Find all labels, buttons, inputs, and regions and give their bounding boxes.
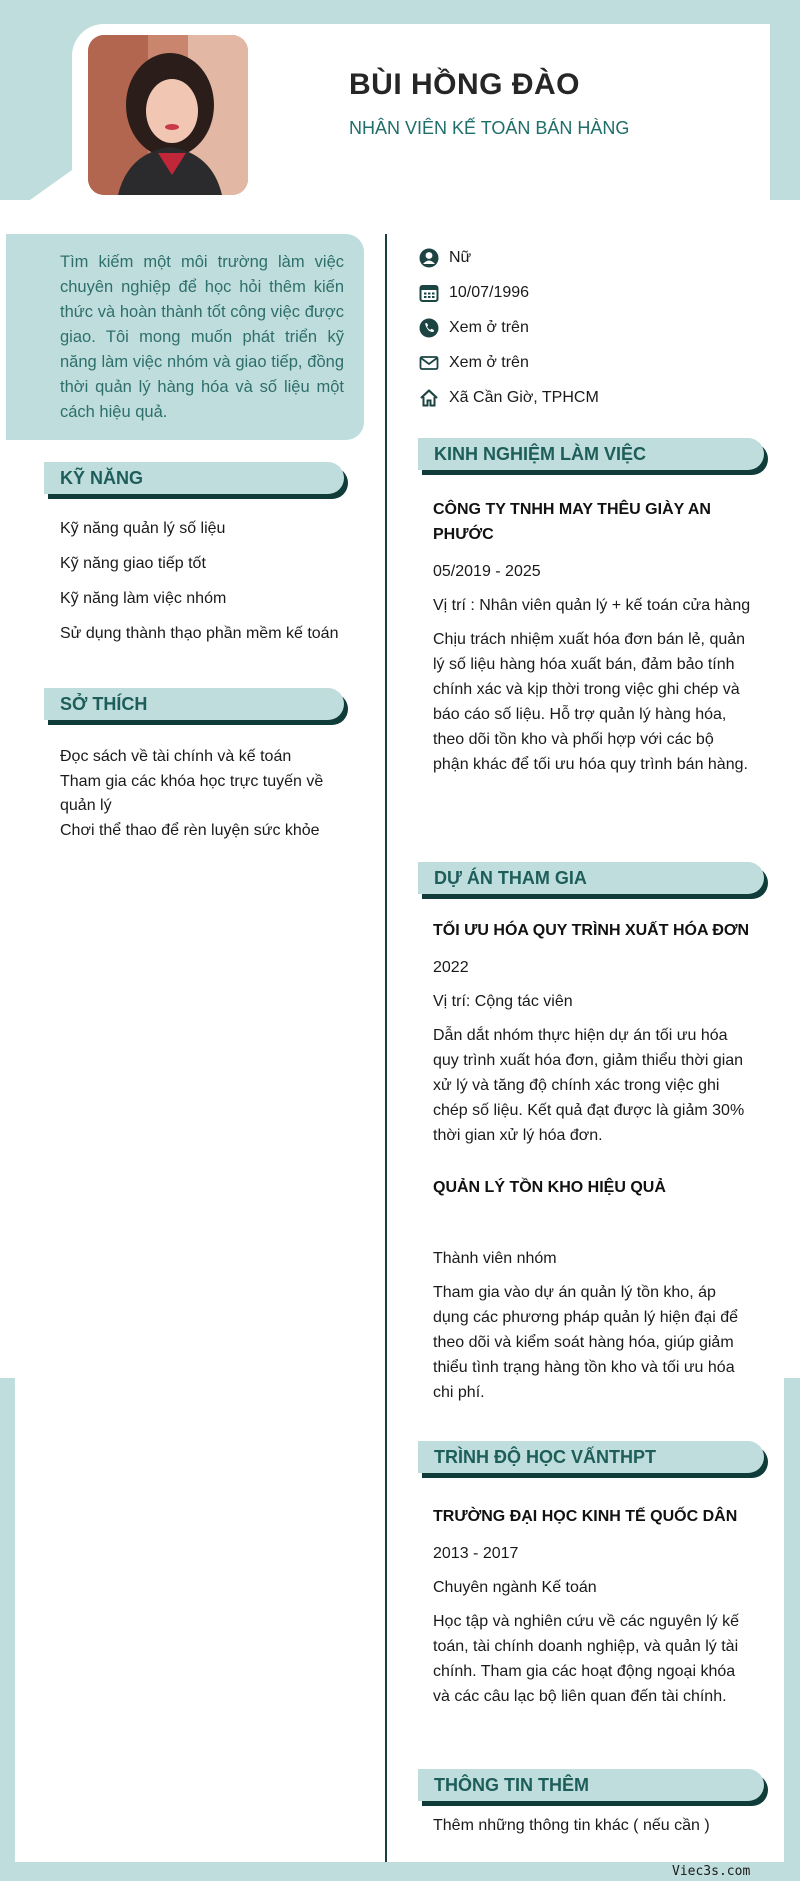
list-item: Kỹ năng làm việc nhóm: [60, 590, 227, 607]
school-name: TRƯỜNG ĐẠI HỌC KINH TẾ QUỐC DÂN: [433, 1508, 738, 1525]
gender-value: Nữ: [449, 248, 472, 266]
additional-info: [433, 1813, 753, 1838]
birthday-value: 10/07/1996: [449, 283, 530, 301]
additional-info-text: Thêm những thông tin khác ( nếu cần ): [433, 1817, 710, 1834]
phone-value: Xem ở trên: [449, 318, 529, 336]
project-name: TỐI ƯU HÓA QUY TRÌNH XUẤT HÓA ĐƠN: [433, 922, 750, 939]
list-item: Kỹ năng giao tiếp tốt: [60, 555, 206, 572]
contact-phone: [418, 310, 599, 345]
project-entry: [433, 1175, 753, 1405]
experience-heading: KINH NGHIỆM LÀM VIỆC: [418, 438, 764, 470]
contact-email: [418, 345, 599, 380]
project-description: Tham gia vào dự án quản lý tồn kho, áp dụng các phương pháp quản lý hiện đại để theo dõi và kiểm soát hàng hóa, giúp giảm thiểu tình trạng hàng tồn kho và tối ưu hóa chi phí.: [433, 1284, 738, 1401]
education-major: Chuyên ngành Kế toán: [433, 1579, 597, 1596]
list-item: Sử dụng thành thạo phần mềm kế toán: [60, 625, 339, 642]
experience-position: Vị trí : Nhân viên quản lý + kế toán cửa hàng: [433, 597, 751, 614]
candidate-job-title: NHÂN VIÊN KẾ TOÁN BÁN HÀNG: [349, 118, 630, 138]
contact-address: [418, 380, 599, 415]
projects-heading: DỰ ÁN THAM GIA: [418, 862, 764, 894]
address-value: Xã Cần Giờ, TPHCM: [449, 388, 599, 406]
email-value: Xem ở trên: [449, 353, 529, 371]
contact-info: [418, 240, 599, 415]
header-right-strip: [770, 0, 800, 200]
experience-description: Chịu trách nhiệm xuất hóa đơn bán lẻ, quản lý số liệu hàng hóa xuất bán, đảm bảo tính chính xác và kịp thời trong việc ghi chép và báo cáo số liệu. Hỗ trợ quản lý hàng hóa, theo dõi tồn kho và phối hợp với các bộ phận khác để tối ưu hóa quy trình bán hàng.: [433, 631, 748, 773]
list-item: Chơi thể thao để rèn luyện sức khỏe: [60, 822, 320, 839]
project-entry: [433, 918, 753, 1148]
company-name: CÔNG TY TNHH MAY THÊU GIÀY AN PHƯỚC: [433, 501, 711, 543]
hobbies-list: [60, 745, 346, 844]
left-bottom-strip: [0, 1378, 15, 1881]
list-item: Tham gia các khóa học trực tuyến về quản lý: [60, 773, 324, 814]
skills-list: [60, 517, 346, 657]
list-item: Kỹ năng quản lý số liệu: [60, 520, 226, 537]
education-period: 2013 - 2017: [433, 1545, 519, 1562]
list-item: Đọc sách về tài chính và kế toán: [60, 748, 292, 765]
skills-heading: KỸ NĂNG: [44, 462, 344, 494]
home-icon: [418, 387, 440, 409]
project-role: Vị trí: Cộng tác viên: [433, 993, 573, 1010]
column-divider: [385, 234, 387, 1862]
education-heading: TRÌNH ĐỘ HỌC VẤNTHPT: [418, 1441, 764, 1473]
experience-entry: [433, 497, 753, 777]
envelope-icon: [418, 352, 440, 374]
phone-icon: [418, 317, 440, 339]
calendar-icon: [418, 282, 440, 304]
experience-period: 05/2019 - 2025: [433, 563, 541, 580]
watermark: Viec3s.com: [672, 1864, 751, 1879]
hobbies-heading: SỞ THÍCH: [44, 688, 344, 720]
contact-gender: [418, 240, 599, 275]
additional-info-heading: THÔNG TIN THÊM: [418, 1769, 764, 1801]
project-name: QUẢN LÝ TỒN KHO HIỆU QUẢ: [433, 1179, 666, 1196]
user-icon: [418, 247, 440, 269]
contact-birthday: [418, 275, 599, 310]
profile-photo: [88, 35, 248, 195]
objective-text: Tìm kiếm một môi trường làm việc chuyên nghiệp để học hỏi thêm kiến thức và hoàn thành tốt công việc được giao. Tôi mong muốn phát triển kỹ năng làm việc nhóm và giao tiếp, đồng thời quản lý hàng hóa và số liệu một cách hiệu quả.: [60, 253, 344, 421]
career-objective: [6, 234, 364, 440]
right-bottom-strip: [784, 1378, 800, 1881]
education-description: Học tập và nghiên cứu về các nguyên lý kế toán, tài chính doanh nghiệp, và quản lý tài chính. Tham gia các hoạt động ngoại khóa và các câu lạc bộ liên quan đến tài chính.: [433, 1613, 739, 1705]
candidate-name: BÙI HỒNG ĐÀO: [349, 68, 580, 101]
project-role: Thành viên nhóm: [433, 1250, 557, 1267]
project-description: Dẫn dắt nhóm thực hiện dự án tối ưu hóa quy trình xuất hóa đơn, giảm thiểu thời gian xử lý và tăng độ chính xác trong việc ghi chép số liệu. Kết quả đạt được là giảm 30% thời gian xử lý hóa đơn.: [433, 1027, 745, 1144]
education-entry: [433, 1504, 753, 1709]
project-year: 2022: [433, 959, 469, 976]
